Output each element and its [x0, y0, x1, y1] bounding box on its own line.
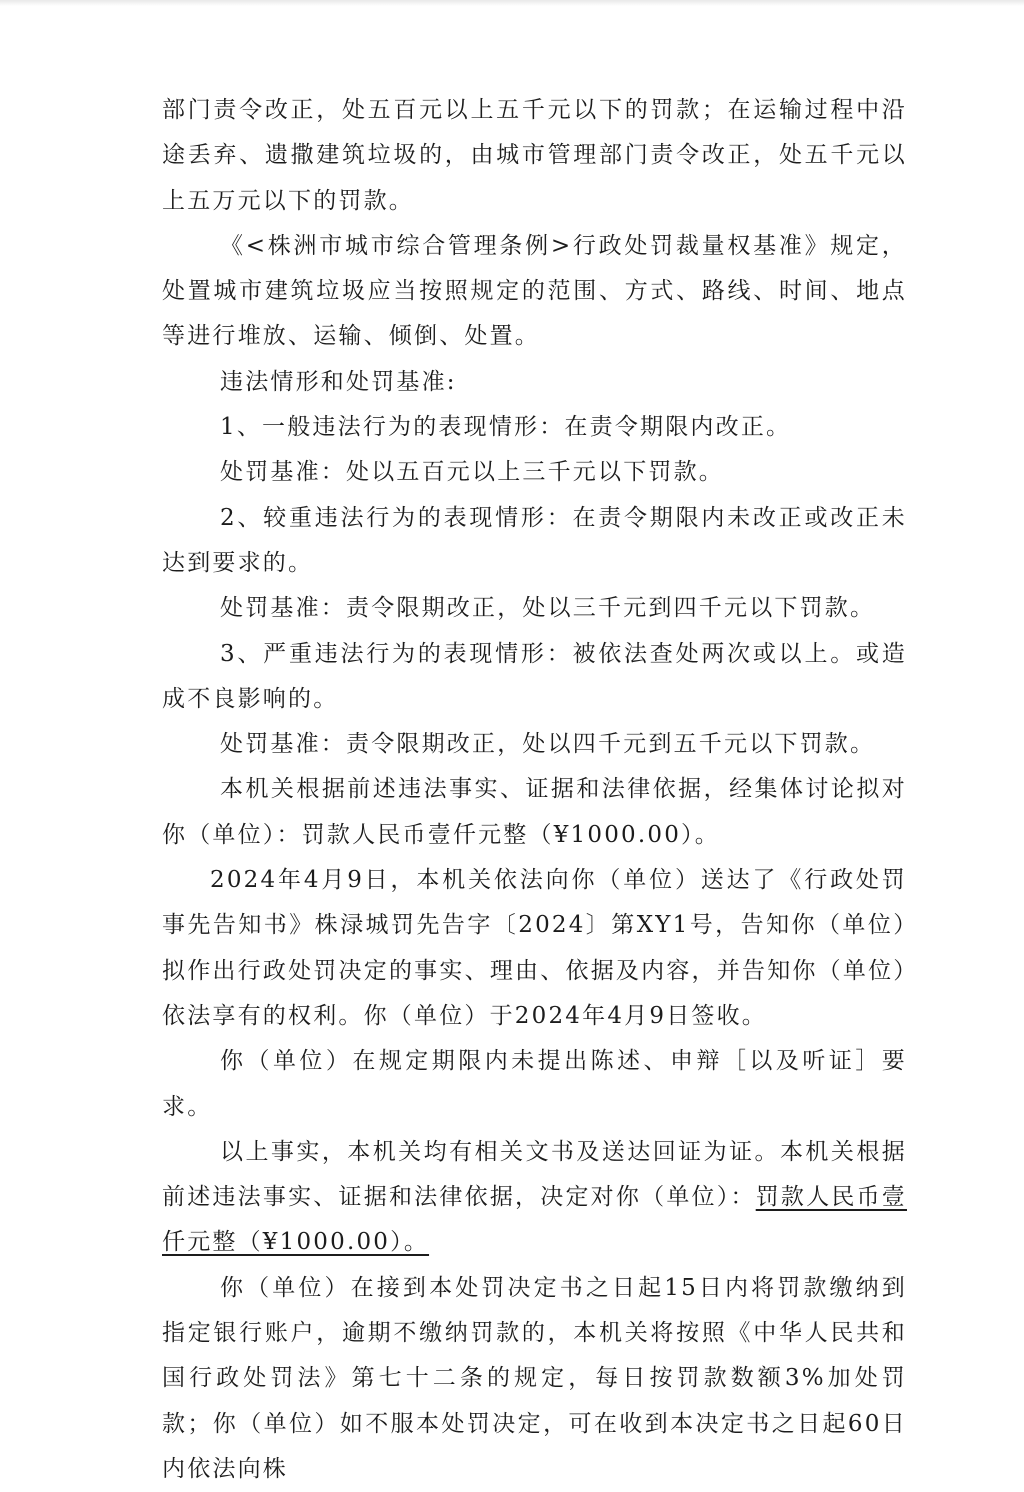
paragraph-violation-heading: 违法情形和处罚基准:: [220, 368, 457, 395]
paragraph-severe-penalty: 处罚基准：责令限期改正，处以四千元到五千元以下罚款。: [220, 731, 876, 758]
paragraph-severe-violation: 3、严重违法行为的表现情形：被依法查处两次或以上。或造成不良影响的。: [162, 640, 907, 712]
paragraph-prior-notice: 2024年4月9日，本机关依法向你（单位）送达了《行政处罚事先告知书》株渌城罚先告字〔2024〕第XY1号，告知你（单位）拟作出行政处罚决定的事实、理由、依据及内容，并告知你（单位）依法享有的权利。你（单位）于2024年4月9日签收。: [162, 867, 907, 1029]
decision-lead: 以上事实，本机关均有相关文书及送达回证为证。本机关根据前述违法事实、证据和法律依据，决定对你（单位）：: [162, 1138, 907, 1211]
paragraph-serious-violation: 2、较重违法行为的表现情形：在责令期限内未改正或改正未达到要求的。: [162, 504, 907, 576]
paragraph-legal-basis-continued: 部门责令改正，处五百元以上五千元以下的罚款；在运输过程中沿途丢弃、遗撒建筑垃圾的，由城市管理部门责令改正，处五千元以上五万元以下的罚款。: [162, 97, 907, 214]
decision-penalty: 罚款人民币壹仟元整（¥1000.00）。: [162, 1184, 907, 1256]
scan-edge: [0, 0, 1024, 6]
paragraph-serious-penalty: 处罚基准：责令限期改正，处以三千元到四千元以下罚款。: [220, 595, 876, 622]
paragraph-general-violation: 1、一般违法行为的表现情形：在责令期限内改正。: [220, 414, 792, 441]
document-body: [162, 88, 907, 1492]
paragraph-decision: [162, 1130, 907, 1266]
paragraph-discretion-standard: 《<株洲市城市综合管理条例>行政处罚裁量权基准》规定，处置城市建筑垃圾应当按照规定的范围、方式、路线、时间、地点等进行堆放、运输、倾倒、处置。: [162, 232, 907, 350]
paragraph-payment-instructions: 你（单位）在接到本处罚决定书之日起15日内将罚款缴纳到指定银行账户，逾期不缴纳罚款的，本机关将按照《中华人民共和国行政处罚法》第七十二条的规定，每日按罚款数额3%加处罚款；你（单位）如不服本处罚决定，可在收到本决定书之日起60日内依法向株: [162, 1274, 907, 1482]
paragraph-no-statement: 你（单位）在规定期限内未提出陈述、申辩［以及听证］要求。: [162, 1048, 907, 1120]
paragraph-proposed-penalty: 本机关根据前述违法事实、证据和法律依据，经集体讨论拟对你（单位）：罚款人民币壹仟元整（¥1000.00）。: [162, 776, 907, 848]
paragraph-general-penalty: 处罚基准：处以五百元以上三千元以下罚款。: [220, 459, 724, 486]
